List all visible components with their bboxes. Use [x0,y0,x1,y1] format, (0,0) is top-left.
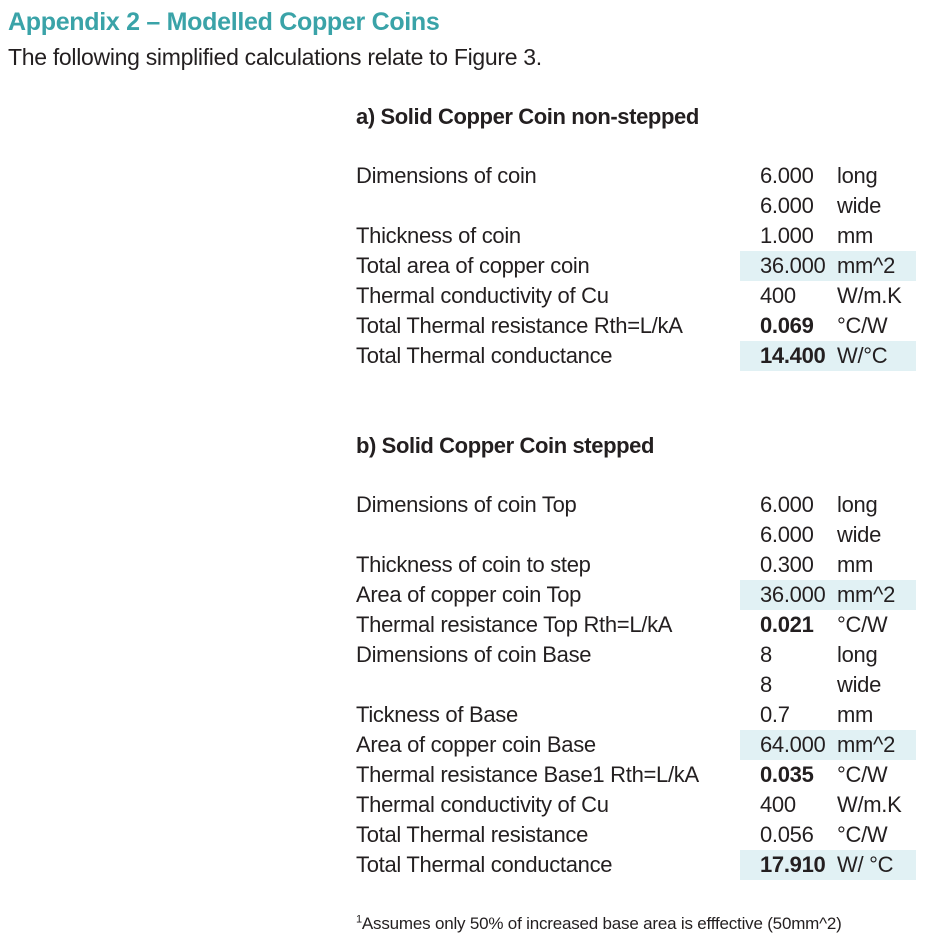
calculation-row [356,490,916,520]
calculation-row [356,341,916,371]
row-unit: W/m.K [837,283,902,308]
row-value: 1.000 [760,223,814,248]
row-value: 6.000 [760,492,814,517]
row-unit: mm^2 [837,582,896,607]
calculation-row [356,760,916,790]
row-value: 8 [760,642,772,667]
row-value: 6.000 [760,193,814,218]
calculation-row [356,281,916,311]
row-unit: W/ °C [837,852,894,877]
row-label: Area of copper coin Top [356,582,582,607]
row-value: 0.021 [760,612,814,637]
calculation-rows [356,161,916,371]
section-stepped [356,430,916,880]
row-label: Thickness of coin to step [356,552,591,577]
row-unit: W/m.K [837,792,902,817]
row-unit: °C/W [837,313,888,338]
row-label: Total Thermal resistance [356,822,589,847]
row-value: 64.000 [760,732,826,757]
calculation-row [356,520,916,550]
row-label: Tickness of Base [356,702,518,727]
row-label: Dimensions of coin Top [356,492,577,517]
calculation-row [356,820,916,850]
row-unit: °C/W [837,822,888,847]
row-unit: °C/W [837,612,888,637]
row-label: Dimensions of coin [356,163,537,188]
row-value: 6.000 [760,163,814,188]
row-value: 17.910 [760,852,826,877]
calculation-row [356,550,916,580]
row-unit: mm [837,702,874,727]
calculation-row [356,251,916,281]
row-label: Thermal resistance Base1 Rth=L/kA [356,762,699,787]
row-value: 0.7 [760,702,790,727]
row-label: Total area of copper coin [356,253,590,278]
intro-text: The following simplified calculations relate to Figure 3. [8,44,542,70]
row-unit: °C/W [837,762,888,787]
page-heading: Appendix 2 – Modelled Copper Coins [8,8,440,36]
row-unit: mm [837,552,874,577]
row-label: Thickness of coin [356,223,521,248]
row-value: 0.069 [760,313,814,338]
row-label: Total Thermal conductance [356,343,613,368]
row-unit: wide [837,522,882,547]
row-label: Total Thermal conductance [356,852,613,877]
row-value: 6.000 [760,522,814,547]
calculation-row [356,221,916,251]
row-label: Area of copper coin Base [356,732,596,757]
section-non-stepped [356,101,916,371]
footnote [356,914,842,934]
row-unit: mm [837,223,874,248]
row-value: 0.035 [760,762,814,787]
row-unit: long [837,492,878,517]
calculation-row [356,730,916,760]
row-label: Thermal conductivity of Cu [356,792,609,817]
row-value: 400 [760,792,796,817]
row-value: 14.400 [760,343,826,368]
calculation-row [356,580,916,610]
row-unit: long [837,642,878,667]
row-label: Thermal resistance Top Rth=L/kA [356,612,673,637]
row-value: 400 [760,283,796,308]
calculation-row [356,850,916,880]
row-value: 0.300 [760,552,814,577]
footnote-text: Assumes only 50% of increased base area is efffective (50mm^2) [361,914,842,933]
row-unit: wide [837,672,882,697]
footnote-marker: 1 [356,913,362,926]
section-title: a) Solid Copper Coin non-stepped [356,104,699,129]
row-value: 36.000 [760,582,826,607]
row-unit: mm^2 [837,253,896,278]
calculation-row [356,311,916,341]
row-unit: long [837,163,878,188]
row-unit: W/°C [837,343,888,368]
row-value: 36.000 [760,253,826,278]
row-unit: mm^2 [837,732,896,757]
row-label: Total Thermal resistance Rth=L/kA [356,313,683,338]
calculation-row [356,790,916,820]
calculation-row [356,191,916,221]
row-value: 8 [760,672,772,697]
calculation-row [356,640,916,670]
calculation-rows [356,490,916,880]
row-value: 0.056 [760,822,814,847]
calculation-row [356,700,916,730]
calculation-row [356,161,916,191]
row-label: Thermal conductivity of Cu [356,283,609,308]
row-label: Dimensions of coin Base [356,642,592,667]
row-unit: wide [837,193,882,218]
calculation-row [356,670,916,700]
calculation-row [356,610,916,640]
section-title: b) Solid Copper Coin stepped [356,433,655,458]
